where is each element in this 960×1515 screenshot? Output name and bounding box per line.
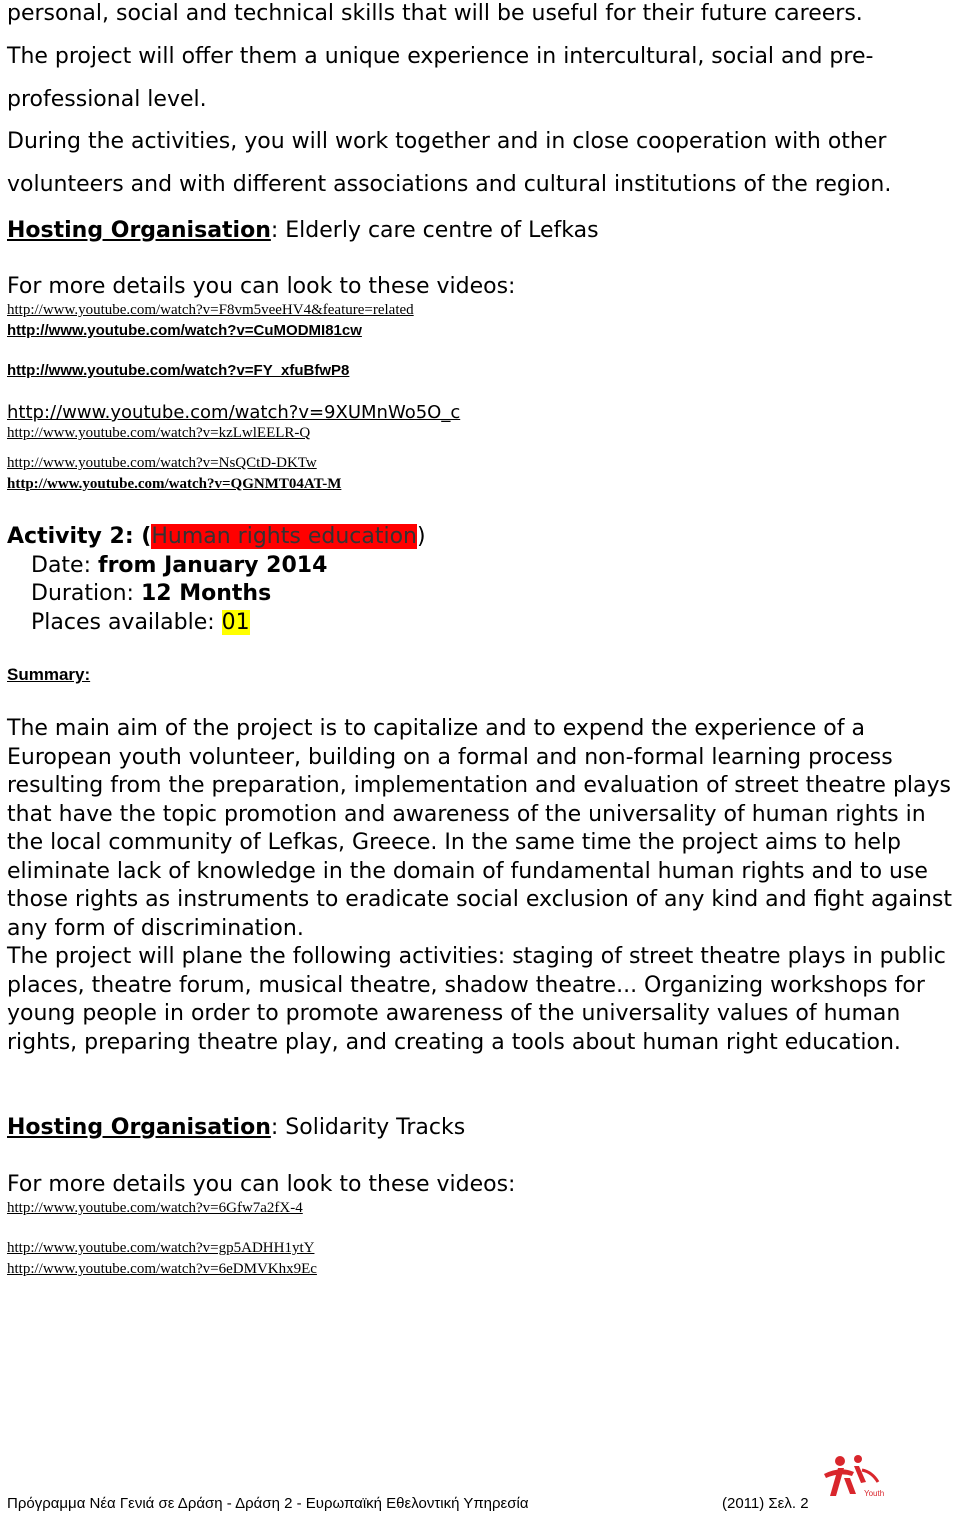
activity-name: Human rights education (151, 524, 417, 549)
hosting-organisation-1 (7, 216, 599, 245)
duration-value: 12 Months (140, 581, 272, 606)
hosting-label: Hosting Organisation (7, 1115, 271, 1140)
video-link[interactable]: http://www.youtube.com/watch?v=QGNMT04AT-M (7, 476, 342, 492)
activity-prefix: Activity 2: ( (7, 524, 152, 549)
svg-text:Youth: Youth (864, 1489, 885, 1498)
footer-page-number: (2011) Σελ. 2 (722, 1495, 809, 1512)
places-value: 01 (221, 610, 250, 635)
footer-program: Πρόγραμμα Νέα Γενιά σε Δράση - Δράση 2 - Ευρωπαϊκή Εθελοντική Υπηρεσία (7, 1495, 529, 1512)
intro-line-5: volunteers and with different associations and cultural institutions of the region. (7, 172, 892, 197)
summary-paragraph-2: The project will plane the following activities: staging of street theatre plays in public places, theatre forum, musical theatre, shadow theatre... Organizing workshops for young people in order to promote awareness of the universality values of human rights, preparing theatre play, and creating a tools about human right education. (7, 944, 946, 1055)
activity-duration (31, 579, 271, 608)
videos-label-1: For more details you can look to these videos: (7, 274, 516, 299)
hosting-value: : Solidarity Tracks (270, 1115, 466, 1140)
video-link[interactable]: http://www.youtube.com/watch?v=9XUMnWo5O_c (7, 402, 461, 423)
youth-logo-icon (818, 1452, 888, 1507)
intro-line-3: professional level. (7, 87, 207, 112)
activity-places (31, 608, 250, 637)
activity-date (31, 551, 327, 580)
activity-suffix: ) (417, 524, 426, 549)
summary-paragraph-1: The main aim of the project is to capitalize and to expend the experience of a European youth volunteer, building on a formal and non-formal learning process resulting from the preparation, implementation and evaluation of street theatre plays that have the topic promotion and awareness of the universality of human rights in the local community of Lefkas, Greece. In the same time the project aims to help eliminate lack of knowledge in the domain of fundamental human rights and to use those rights as instruments to eradicate social exclusion of any kind and fight against any form of discrimination. (7, 716, 953, 941)
intro-line-4: During the activities, you will work together and in close cooperation with other (7, 129, 887, 154)
video-link[interactable]: http://www.youtube.com/watch?v=kzLwlEELR-Q (7, 425, 311, 441)
video-link[interactable]: http://www.youtube.com/watch?v=6eDMVKhx9Ec (7, 1261, 317, 1277)
video-link[interactable]: http://www.youtube.com/watch?v=6Gfw7a2fX-4 (7, 1200, 303, 1216)
video-link[interactable]: http://www.youtube.com/watch?v=FY_xfuBfwP8 (7, 362, 350, 379)
date-label: Date: (31, 553, 98, 578)
video-link[interactable]: http://www.youtube.com/watch?v=CuMODMI81cw (7, 322, 362, 339)
intro-line-2: The project will offer them a unique experience in intercultural, social and pre- (7, 44, 874, 69)
video-link[interactable]: http://www.youtube.com/watch?v=NsQCtD-DKTw (7, 455, 317, 471)
intro-line-1: personal, social and technical skills that will be useful for their future careers. (7, 1, 863, 26)
summary-heading: Summary: (7, 665, 91, 684)
video-link[interactable]: http://www.youtube.com/watch?v=gp5ADHH1ytY (7, 1240, 315, 1256)
hosting-label: Hosting Organisation (7, 218, 271, 243)
video-link[interactable]: http://www.youtube.com/watch?v=F8vm5veeHV4&feature=related (7, 302, 414, 318)
activity-title (7, 522, 426, 551)
places-label: Places available: (31, 610, 222, 635)
date-value: from January 2014 (98, 553, 328, 578)
duration-label: Duration: (31, 581, 141, 606)
hosting-organisation-2 (7, 1113, 465, 1142)
hosting-value: : Elderly care centre of Lefkas (270, 218, 599, 243)
videos-label-2: For more details you can look to these videos: (7, 1172, 516, 1197)
